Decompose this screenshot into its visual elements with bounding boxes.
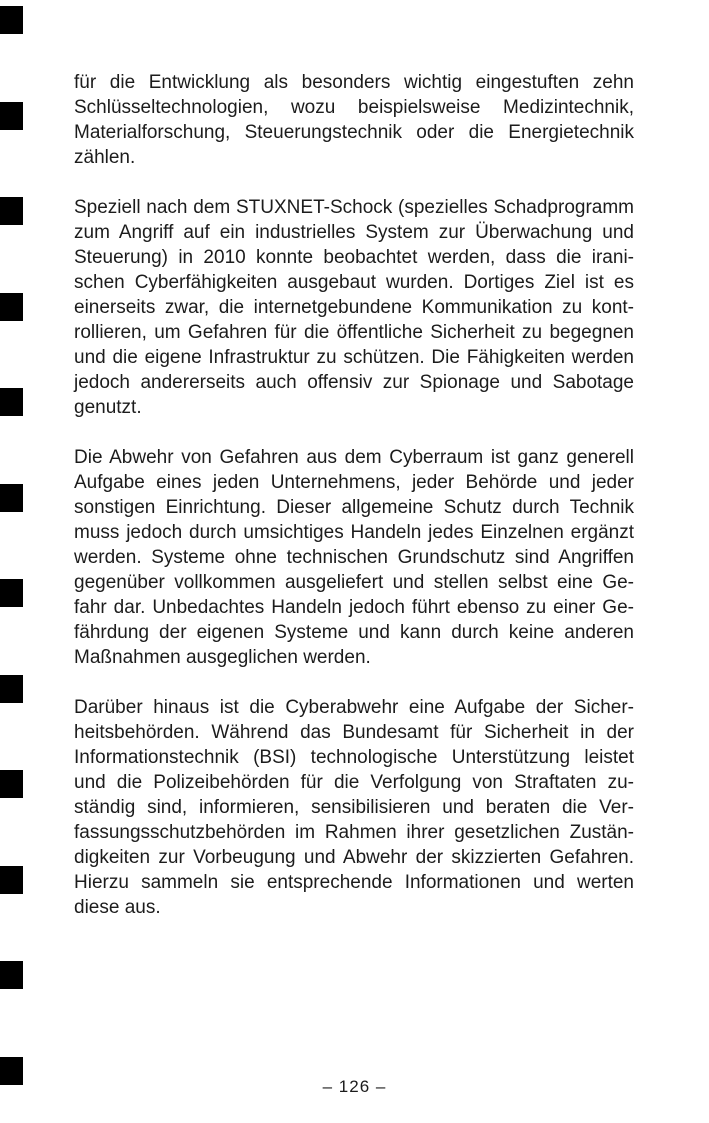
paragraph [74,70,634,170]
text-line: schen Cyberfähigkeiten ausgebaut wurden. Dortiges Ziel ist es [74,272,634,293]
text-line: genutzt. [74,397,142,418]
text-line: und die eigene Infrastruktur zu schützen. Die Fähigkeiten werden [74,347,634,368]
text-line: heitsbehörden. Während das Bundesamt für Sicherheit in der [74,722,634,743]
scan-edge-mark [0,6,23,34]
scan-edge-mark [0,961,23,989]
text-line: für die Entwicklung als besonders wichtig eingestuften zehn [74,72,634,93]
text-line: rollieren, um Gefahren für die öffentliche Sicherheit zu begegnen [74,322,634,343]
page-footer [0,1077,709,1097]
scan-edge-mark [0,293,23,321]
text-line: ständig sind, informieren, sensibilisieren und beraten die Ver- [74,797,634,818]
text-line: fahr dar. Unbedachtes Handeln jedoch führt ebenso zu einer Ge- [74,597,634,618]
text-line: fassungsschutzbehörden im Rahmen ihrer gesetzlichen Zustän- [74,822,634,843]
text-line: muss jedoch durch umsichtiges Handeln jedes Einzelnen ergänzt [74,522,634,543]
text-line: einerseits zwar, die internetgebundene Kommunikation zu kont- [74,297,634,318]
scan-edge-mark [0,388,23,416]
text-line: Schlüsseltechnologien, wozu beispielsweise Medizintechnik, [74,97,634,118]
text-line: jedoch andererseits auch offensiv zur Spionage und Sabotage [74,372,634,393]
scan-edge-mark [0,102,23,130]
text-line: Steuerung) in 2010 konnte beobachtet werden, dass die irani- [74,247,634,268]
text-line: digkeiten zur Vorbeugung und Abwehr der skizzierten Gefahren. [74,847,634,868]
paragraph [74,445,634,670]
text-line: diese aus. [74,897,161,918]
text-line: Materialforschung, Steuerungstechnik oder die Energietechnik [74,122,634,143]
text-line: zählen. [74,147,136,168]
text-line: Darüber hinaus ist die Cyberabwehr eine Aufgabe der Sicher- [74,697,634,718]
page-number: – 126 – [322,1077,387,1096]
text-line: werden. Systeme ohne technischen Grundschutz sind Angriffen [74,547,634,568]
page-text [74,70,634,945]
text-line: zum Angriff auf ein industrielles System zur Überwachung und [74,222,634,243]
scan-edge-mark [0,675,23,703]
text-line: Hierzu sammeln sie entsprechende Informationen und werten [74,872,634,893]
text-line: Maßnahmen ausgeglichen werden. [74,647,371,668]
scan-edge-marks [0,0,26,1123]
scan-edge-mark [0,866,23,894]
text-line: gegenüber vollkommen ausgeliefert und stellen selbst eine Ge- [74,572,634,593]
text-line: sonstigen Einrichtung. Dieser allgemeine Schutz durch Technik [74,497,634,518]
text-line: Aufgabe eines jeden Unternehmens, jeder Behörde und jeder [74,472,634,493]
text-line: Die Abwehr von Gefahren aus dem Cyberraum ist ganz generell [74,447,634,468]
scan-edge-mark [0,579,23,607]
scan-edge-mark [0,197,23,225]
text-line: Informationstechnik (BSI) technologische Unterstützung leistet [74,747,634,768]
scan-edge-mark [0,484,23,512]
scan-edge-mark [0,770,23,798]
text-line: fährdung der eigenen Systeme und kann durch keine anderen [74,622,634,643]
text-line: und die Polizeibehörden für die Verfolgung von Straftaten zu- [74,772,634,793]
text-line: Speziell nach dem STUXNET-Schock (spezielles Schadprogramm [74,197,634,218]
paragraph [74,195,634,420]
paragraph [74,695,634,920]
